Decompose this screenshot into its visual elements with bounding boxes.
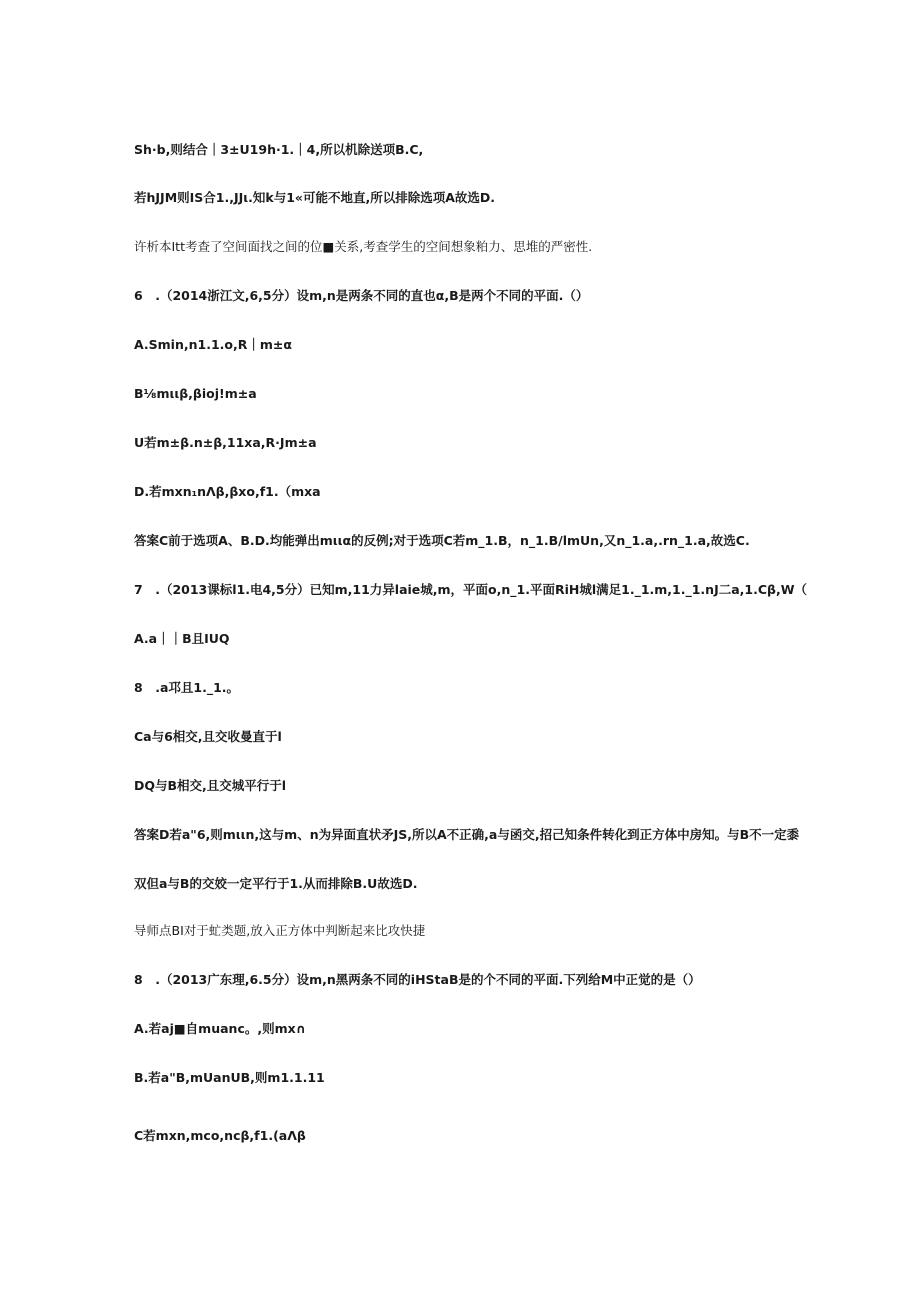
question-7-option-a: A.a｜｜B且IUQ [134, 631, 230, 646]
question-6-stem: 6 .（2014浙江文,6,5分）设m,n是两条不同的直也α,B是两个不同的平面.（） [134, 288, 589, 303]
question-7-option-b: 8 .a邛且1._1.。 [134, 680, 240, 695]
question-8-stem: 8 .（2013广东理,6.5分）设m,n黑两条不同的iHStaB是的个不同的平面.下列给M中正觉的是（） [134, 972, 701, 987]
question-8-option-a: A.若aj■自muanc。,则mx∩ [134, 1021, 306, 1036]
question-6-answer: 答案C前于选项A、B.D.均能弹出mιια的反例;对于选项C若m_1.B，n_1.B/lmUn,又n_1.a,.rn_1.a,故选C. [134, 533, 750, 548]
question-6-option-c: U若m±β.n±β,11xa,R·Jm±a [134, 435, 317, 450]
question-6-option-d: D.若mxn₁nΛβ,βxo,f1.（mxa [134, 484, 321, 499]
text-line-2: 若hJJM则IS合1.,JJι.知k与1«可能不地直,所以排除选项A故选D. [134, 190, 496, 205]
question-6-option-b: B⅛mιιβ,βioj!m±a [134, 386, 257, 401]
text-line-3: 许析本Itt考查了空间面找之间的位■关系,考查学生的空间想象粕力、思堆的严密性. [134, 239, 593, 254]
question-7-stem: 7 .（2013课标l1.电4,5分）已知m,11力异laie城,m，平面o,n_1.平面RiH城l满足1._1.m,1._1.nJ二a,1.Cβ,W（ [134, 582, 808, 597]
question-7-answer: 答案D若a"6,则mιιn,这与m、n为异面直状矛JS,所以A不正确,a与函交,招己知条件转化到正方体中房知。与B不一定黍 [134, 827, 800, 842]
question-7-tip: 导师点BI对于虻类题,放入正方体中判断起来比攻快捷 [134, 923, 426, 938]
question-6-option-a: A.Smin,n1.1.o,R｜m±α [134, 337, 292, 352]
question-7-option-d: DQ与B相交,且交城平行于l [134, 778, 287, 793]
question-8-option-b: B.若a"B,mUanUB,则m1.1.11 [134, 1070, 325, 1085]
question-7-answer-cont: 双但a与B的交姣一定平行于1.从而排除B.U故选D. [134, 876, 418, 891]
text-line-1: Sh·b,则结合｜3±U19h·1.｜4,所以机除送项B.C, [134, 142, 424, 157]
question-8-option-c: C若mxn,mco,ncβ,f1.(aΛβ [134, 1128, 306, 1143]
question-7-option-c: Ca与6相交,且交收曼直于l [134, 729, 282, 744]
